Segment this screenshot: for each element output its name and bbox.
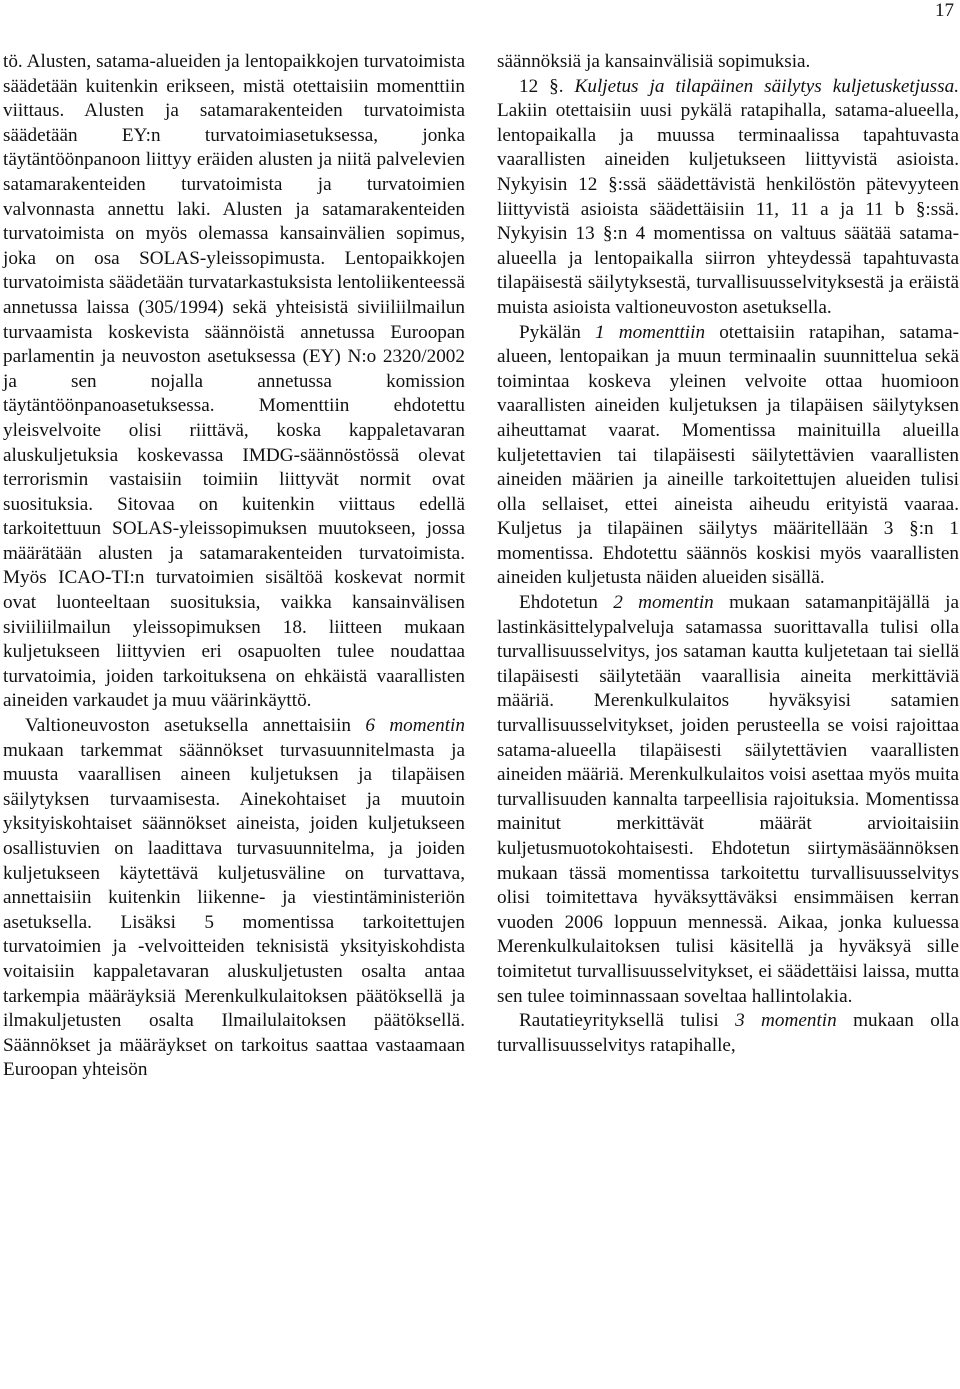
right-paragraph-1: säännöksiä ja kansainvälisiä sopimuksia.: [497, 51, 811, 72]
left-paragraph-2: [3, 714, 465, 1083]
right-paragraph-3: [497, 321, 959, 592]
right-p4-text-rest: mukaan satamanpitäjällä ja lastinkäsittelypalveluja satamassa suorittavalla tulisi olla turvallisuusselvitys, jos sataman kautta kuljetetaan tai siellä tilapäisesti säilytetään vaarallisia aineita merkittäviä määriä. Merenkulkulaitos hyväksyisi satamien turvallisuusselvitykset, joiden perusteella se voisi rajoittaa satama-alueella tilapäisesti säilytettävien vaarallisten aineiden määriä. Merenkulkulaitos voisi asettaa myös muita turvallisuuden kannalta tarpeellisia rajoituksia. Momentissa mainitut merkittävät määrät arvioitaisiin kuljetusmuotokohtaisesti. Ehdotetun siirtymäsäännöksen mukaan tässä momentissa tarkoitettu turvallisuusselvitys olisi toimitettava hyväksyttäväksi ensimmäisen kerran vuoden 2006 loppuun mennessä. Aikaa, jonka kuluessa Merenkulkulaitoksen tulisi käsitellä ja hyväksyä sille toimitetut turvallisuusselvitykset, ei säädettäisi laissa, mutta sen tulee toiminnassaan soveltaa hallintolakia.: [497, 592, 959, 1007]
right-p5-emphasis: 3 momentin: [735, 1010, 837, 1032]
right-paragraph-5: [497, 1009, 959, 1058]
section-heading-12: Kuljetus ja tilapäinen säilytys kuljetusketjussa.: [574, 75, 960, 97]
left-p2-text-start: Valtioneuvoston asetuksella annettaisiin: [25, 715, 366, 737]
left-paragraph-1: tö. Alusten, satama-alueiden ja lentopaikkojen turvatoimista säädetään kuitenkin erikseen, mistä otettaisiin momenttiin viittaus. Alusten ja satamarakenteiden turvatoimista säädetään EY:n turvatoimiasetuksessa, jonka täytäntöönpanoon liittyy eräiden alusten ja niitä palvelevien satamarakenteiden turvatoimista ja turvatoimien valvonnasta annettu laki. Alusten ja satamarakenteiden turvatoimista on myös olemassa kansainvälien sopimus, joka on osa SOLAS-yleissopimusta. Lentopaikkojen turvatoimista säädetään turvatarkastuksista lentoliikenteessä annetussa laissa (305/1994) sekä yhteisistä siviiliilmailun turvaamista koskevista säännöistä annetussa Euroopan parlamentin ja neuvoston asetuksessa (EY) N:o 2320/2002 ja sen nojalla annetussa komission täytäntöönpanoasetuksessa. Momenttiin ehdotettu yleisvelvoite olisi riittävä, koska kappaletavaran aluskuljetuksia koskevassa IMDG-säännöstössä olevat terrorismin vastaisiin toimiin liittyvät normit ovat suosituksia. Sitovaa on kuitenkin viittaus edellä tarkoitettuun SOLAS-yleissopimuksen muutokseen, jossa määrätään alusten ja satamarakenteiden turvatoimista. Myös ICAO-TI:n turvatoimien sisältöä koskevat normit ovat luonteeltaan suosituksia, vaikka kansainvälisen siviiliilmailun yleissopimuksen 18. liitteen mukaan kuljetukseen liittyvien eri osapuolten tulee noudattaa turvatoimia, joiden tarkoituksena on ehkäistä vaarallisten aineiden varkaudet ja muu väärinkäyttö.: [3, 51, 465, 712]
right-p5-text-start: Rautatieyrityksellä tulisi: [519, 1010, 736, 1032]
left-column: [3, 50, 465, 1083]
left-p2-emphasis: 6 momentin: [365, 715, 465, 737]
right-p3-text-start: Pykälän: [519, 321, 595, 343]
right-p2-text: Lakiin otettaisiin uusi pykälä ratapihalla, satama-alueella, lentopaikalla ja muussa terminaalissa tapahtuvasta vaarallisten aineiden kuljetukseen liittyvistä asioista. Nykyisin 12 §:ssä säädettävistä henkilöstön pätevyyteen liittyvistä asioista säädettäisiin 11, 11 a ja 11 b §:ssä. Nykyisin 13 §:n 4 momentissa on valtuus säätää satama-alueella ja lentopaikalla siirron yhteydessä tapahtuvasta tilapäisestä säilytyksestä, turvallisuusselvityksestä ja eräistä muista asioista valtioneuvoston asetuksella.: [497, 100, 959, 318]
right-column: [497, 50, 959, 1058]
left-p2-text-rest: mukaan tarkemmat säännökset turvasuunnitelmasta ja muusta vaarallisen aineen kuljetuksen ja tilapäisen säilytyksen turvaamisesta. Ainekohtaiset ja muutoin yksityiskohtaiset säännökset aineista, joiden kuljetukseen osallistuvien on laadittava turvasuunnitelma, ja joiden kuljetukseen käytettävä kuljetusväline on turvattava, annettaisiin kuitenkin liikenne- ja viestintäministeriön asetuksella. Lisäksi 5 momentissa tarkoitettujen turvatoimien ja -velvoitteiden teknisistä yksityiskohdista voitaisiin kappaletavaran aluskuljetusten osalta antaa tarkempia määräyksiä Merenkulkulaitoksen päätöksellä ja ilmakuljetusten osalta Ilmailulaitoksen päätöksellä. Säännökset ja määräykset on tarkoitus saattaa vastaamaan Euroopan yhteisön: [3, 739, 465, 1081]
right-p3-emphasis: 1 momenttiin: [594, 321, 706, 343]
right-p4-emphasis: 2 momentin: [613, 592, 714, 614]
right-p5-text-rest: mukaan olla turvallisuusselvitys ratapihalle,: [497, 1010, 960, 1056]
page-number: 17: [935, 0, 954, 21]
section-number-12: 12 §.: [519, 75, 564, 97]
right-p4-text-start: Ehdotetun: [519, 592, 614, 614]
right-p3-text-rest: otettaisiin ratapihan, satama-alueen, lentopaikan ja muun terminaalin suunnittelua sekä toimintaa koskeva yleinen velvoite ottaa huomioon vaarallisten aineiden kuljetuksen ja tilapäisen säilytyksen aiheuttamat vaarat. Momentissa mainituilla alueilla kuljetettavien tai tilapäisesti säilytettävien vaarallisten aineiden määrien ja aineille tarkoitettujen alueiden tulisi olla sellaiset, ettei aineista aiheudu erityistä vaaraa. Kuljetus ja tilapäinen säilytys määritellään 3 §:n 1 momentissa. Ehdotettu säännös koskisi myös vaarallisten aineiden kuljetusta näiden alueiden sisällä.: [497, 321, 959, 589]
right-paragraph-2: [497, 75, 959, 321]
right-paragraph-4: [497, 591, 959, 1009]
